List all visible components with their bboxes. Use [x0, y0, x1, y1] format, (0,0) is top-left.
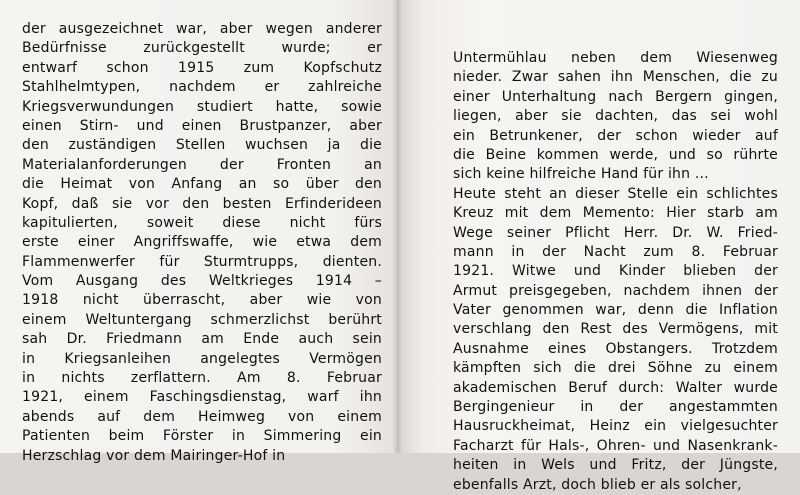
text-line: mann in der Nacht zum 8. Februar: [453, 243, 778, 260]
text-line: Bergingenieur in der angestammten: [453, 399, 778, 416]
text-line: ein Betrunkener, der schon wieder auf: [453, 127, 778, 144]
text-line: einen Stirn- und einen Brustpanzer, aber: [22, 117, 382, 134]
text-line: Materialanforderungen der Fronten an: [22, 156, 382, 173]
text-line: Kopf, daß sie vor den besten Erfinderideen: [22, 195, 382, 212]
text-line: 1918 nicht überrascht, aber wie von: [22, 292, 382, 309]
text-line: Facharzt für Hals-, Ohren- und Nasenkrank-: [453, 437, 778, 454]
left-page: [0, 0, 397, 464]
text-line: sich keine hilfreiche Hand für ihn ...: [453, 166, 709, 183]
text-line: Patienten beim Förster in Simmering ein: [22, 428, 382, 445]
left-page-text: [22, 20, 382, 466]
text-line: heiten in Wels und Fritz, der Jüngste,: [453, 457, 778, 474]
text-line: Flammenwerfer für Sturmtrupps, dienten.: [22, 253, 382, 270]
text-line: Vater genommen war, denn die Inflation: [453, 302, 778, 319]
text-line: 1921, einem Faschingsdienstag, warf ihn: [22, 389, 382, 406]
text-line: Herzschlag vor dem Mairinger-Hof in: [22, 447, 286, 464]
text-line: sah Dr. Friedmann am Ende auch sein: [22, 331, 382, 348]
text-line: Untermühlau neben dem Wiesenweg: [453, 50, 778, 66]
text-line: verschlang den Rest des Vermögens, mit: [453, 321, 778, 338]
text-line: kämpften sich die drei Söhne zu einem: [453, 360, 778, 377]
text-line: ebenfalls Arzt, doch blieb er als solcher,: [453, 476, 742, 493]
text-line: in nichts zerflattern. Am 8. Februar: [22, 370, 382, 387]
text-line: 1921. Witwe und Kinder blieben der: [453, 263, 778, 280]
text-line: Heute steht an dieser Stelle ein schlichtes: [453, 185, 778, 202]
text-line: einem Weltuntergang schmerzlichst berührt: [22, 311, 382, 328]
text-line: kapitulierten, soweit diese nicht fürs: [22, 214, 382, 231]
text-line: den zuständigen Stellen wuchsen ja die: [22, 137, 382, 154]
text-line: die Beine kommen werde, und so rührte: [453, 146, 778, 163]
text-line: Armut preisgegeben, nachdem ihnen der: [453, 282, 778, 299]
text-line: Kreuz mit dem Memento: Hier starb am: [453, 205, 778, 222]
text-line: entwarf schon 1915 zum Kopfschutz: [22, 59, 382, 76]
text-line: Ausnahme eines Obstangers. Trotzdem: [453, 340, 778, 357]
text-line: liegen, aber sie dachten, das sei wohl: [453, 108, 778, 125]
text-line: Stahlhelmtypen, nachdem er zahlreiche: [22, 79, 382, 96]
text-line: in Kriegsanleihen angelegtes Vermögen: [22, 350, 382, 367]
text-line: akademischen Beruf durch: Walter wurde: [453, 379, 778, 396]
text-line: Bedürfnisse zurückgestellt wurde; er: [22, 40, 382, 57]
text-line: einer Unterhaltung nach Bergern gingen,: [453, 88, 778, 105]
text-line: die Heimat von Anfang an so über den: [22, 176, 382, 193]
text-line: Kriegsverwundungen studiert hatte, sowie: [22, 98, 382, 115]
text-line: Vom Ausgang des Weltkrieges 1914 –: [22, 273, 382, 290]
text-line: Hausruckheimat, Heinz ein vielgesuchter: [453, 418, 778, 435]
book-gutter: [393, 0, 401, 453]
text-line: der ausgezeichnet war, aber wegen anderer: [22, 21, 382, 37]
text-line: nieder. Zwar sahen ihn Menschen, die zu: [453, 69, 778, 86]
right-page-text: [453, 49, 778, 495]
text-line: abends auf dem Heimweg von einem: [22, 408, 382, 425]
text-line: Wege seiner Pflicht Herr. Dr. W. Fried-: [453, 224, 778, 241]
text-line: erste einer Angriffswaffe, wie etwa dem: [22, 234, 382, 251]
